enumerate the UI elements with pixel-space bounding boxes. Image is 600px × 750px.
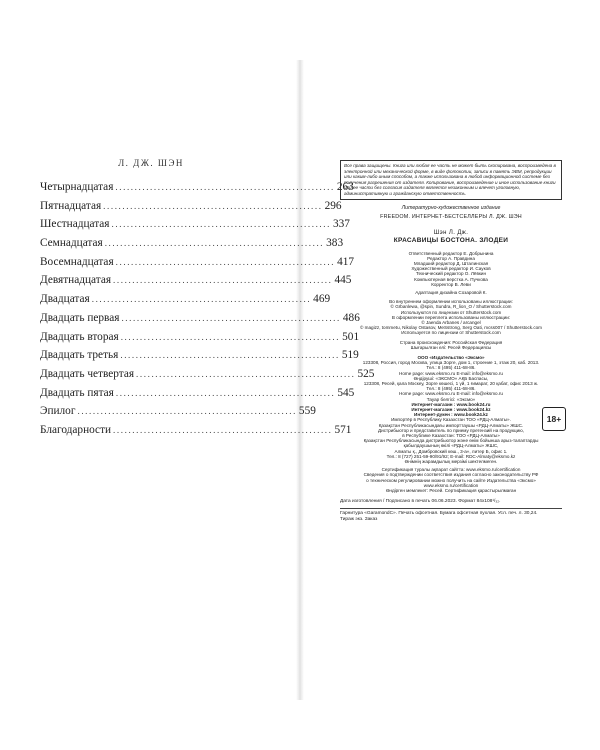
illustration-line: Используется по лицензии от Shutterstock.com <box>401 330 501 336</box>
printing-line: Тираж экз. Заказ <box>340 517 378 523</box>
toc-title: Двадцать третья <box>40 349 119 362</box>
publisher-line: Өндіруші: «ЭКСМО» АҚБ Баспасы, <box>413 375 489 381</box>
toc-entry <box>40 178 354 197</box>
illustration-line: Во внутреннем оформлении использованы иллюстрации: <box>389 299 513 305</box>
publisher-line: Home page: www.eksmo.ru E-mail: info@eksmo.ru <box>399 391 503 397</box>
toc-title: Пятнадцатая <box>40 199 102 212</box>
publisher-line: Импортёр в Республику Казахстан ТОО «РДЦ-Алматы». <box>391 417 511 423</box>
divider <box>340 508 562 509</box>
toc-leader: ......................................................... <box>77 406 297 417</box>
publisher-line: Өнімнің жарамдылық мерзімі шектелмеген. <box>404 459 498 465</box>
publisher-line: Тел.: 8 (495) 411-68-86. <box>426 386 476 392</box>
toc-leader: ......................................................... <box>113 424 333 435</box>
age-rating-badge: 18+ <box>542 407 566 431</box>
illustration-line: В оформлении переплета использованы иллюстрации: <box>391 314 511 320</box>
author-name: Шэн Л. Дж. <box>433 229 469 236</box>
toc-page-number: 525 <box>357 367 375 380</box>
toc-entry <box>40 328 360 347</box>
toc-leader: ......................................................... <box>115 387 336 398</box>
toc-entry <box>40 365 375 384</box>
toc-page-number: 486 <box>342 311 360 324</box>
toc-leader: ......................................................... <box>104 238 325 249</box>
toc-leader: ......................................................... <box>113 275 333 286</box>
toc-title: Благодарности <box>40 423 112 436</box>
design-note: Адаптация дизайна Созаровой К. <box>415 289 487 295</box>
toc-leader: ......................................................... <box>120 331 341 342</box>
credit-line: Художественный редактор И. Сауков <box>411 266 491 272</box>
cert-line: www.eksmo.ru/certification <box>423 482 479 488</box>
publisher-line: 123308, Ресей, қала Мәскеу, Зорге көшесі, 1 үй, 1 ғимарат, 20 қабат, офис 2013 ж. <box>363 381 539 387</box>
origin-line: Страна происхождения: Российская Федерация <box>399 339 503 345</box>
toc-title: Двадцатая <box>40 293 90 306</box>
publisher-line: Алматы қ., Домбровский көш., 3-а», литер Б, офис 1. <box>394 448 508 454</box>
credit-line: Младший редактор Д. Шталинская <box>413 260 489 266</box>
toc-leader: ......................................................... <box>103 200 323 211</box>
publisher-line: Қазақстан Республикасындағы импорттаушы «РДЦ-Алматы» ЖШС. <box>378 422 524 428</box>
printing-line: Дата изготовления / Подписано в печать 06.06.2023. Формат 84x108¹/₃₂. <box>340 499 501 505</box>
illustration-credits <box>340 299 562 335</box>
toc-page-number: 296 <box>324 199 342 212</box>
toc-entry <box>40 421 352 440</box>
editorial-credits <box>340 251 562 296</box>
credit-line: Технический редактор О. Лёвкин <box>415 271 487 277</box>
right-page <box>340 160 562 523</box>
toc-title: Четырнадцатая <box>40 181 114 193</box>
toc-leader: ......................................................... <box>115 182 335 192</box>
toc-leader: ......................................................... <box>120 350 340 361</box>
publisher-line: Тел.: 8 (495) 411-68-86. <box>426 365 476 371</box>
publisher-line: Home page: www.eksmo.ru E-mail: info@eksmo.ru <box>399 370 503 376</box>
genre-label: Литературно-художественное издание <box>401 204 501 211</box>
toc-leader: ......................................................... <box>115 256 336 267</box>
toc-title: Восемнадцатая <box>40 255 114 268</box>
toc-entry <box>40 309 360 328</box>
book-title: КРАСАВИЦЫ БОСТОНА. ЗЛОДЕИ <box>393 236 509 244</box>
toc-page-number: 417 <box>337 255 355 268</box>
toc-page-number: 501 <box>342 330 360 343</box>
toc-entry <box>40 215 350 234</box>
publisher-line: қабылдаушының өкілі «РДЦ-Алматы» ЖШС, <box>403 443 499 449</box>
toc-page-number: 519 <box>341 349 359 362</box>
credit-line: Корректор В. Леви <box>431 281 471 287</box>
toc-page-number: 545 <box>337 386 355 399</box>
toc-leader: ......................................................... <box>111 219 331 230</box>
toc-title: Девятнадцатая <box>40 274 112 287</box>
cert-line: Сертификация туралы ақпарат сайтта: www.eksmo.ru/certification <box>381 467 521 473</box>
toc-leader: ......................................................... <box>91 294 312 305</box>
toc-entry <box>40 402 316 421</box>
publisher-info <box>340 355 562 464</box>
toc-page-number: 559 <box>298 405 316 418</box>
table-of-contents <box>40 178 375 440</box>
publisher-line: Тел.: 8 (727) 251-59-90/91/92; E-mail: RDC-Almaty@eksmo.kz <box>386 453 516 459</box>
publisher-line: ООО «Издательство «Эксмо» <box>417 355 485 361</box>
toc-page-number: 445 <box>334 274 352 287</box>
publisher-line: Интернет-дүкен : www.book24.kz <box>414 412 488 418</box>
illustration-line: © Jaenda Arbanes / arcangel <box>421 320 481 325</box>
cert-line: Сведения о подтверждении соответствия издания согласно законодательству РФ <box>363 472 539 478</box>
origin-line: Шығарылған елі: Ресей Федерациясы <box>410 344 492 350</box>
certification-info <box>340 467 562 493</box>
publisher-line: Интернет-магазин : www.book24.ru <box>411 401 491 407</box>
cert-line: Өндірген мемлекет: Ресей. Сертификация қарастырылмаған <box>385 488 517 494</box>
publisher-line: Интернет-магазин : www.book24.kz <box>411 407 491 413</box>
series-name: FREEDOM. ИНТЕРНЕТ-БЕСТСЕЛЛЕРЫ Л. ДЖ. ШЭН <box>380 213 522 220</box>
left-page <box>40 158 375 440</box>
cert-line: о техническом регулировании можно получить на сайте Издательства «Эксмо» <box>366 477 536 483</box>
toc-title: Семнадцатая <box>40 237 103 250</box>
toc-leader: ......................................................... <box>121 312 341 323</box>
illustration-line: Используются по лицензии от Shutterstock.com <box>400 309 502 315</box>
running-header: Л. ДЖ. ШЭН <box>118 158 184 168</box>
toc-entry <box>40 290 331 309</box>
toc-title: Шестнадцатая <box>40 218 110 231</box>
toc-page-number: 263 <box>336 181 354 193</box>
toc-page-number: 469 <box>313 293 331 306</box>
toc-title: Эпилог <box>40 405 76 418</box>
toc-entry <box>40 384 355 403</box>
toc-entry <box>40 234 344 253</box>
toc-page-number: 383 <box>326 237 344 250</box>
publisher-line: Тауар белгісі: «Эксмо» <box>426 396 476 402</box>
rights-notice: Все права защищены. Книга или любая ее часть не может быть скопирована, воспроизведена в электронной или механической форме, в виде фотокопии, записи в память ЭВМ, репродукции или каким-либо иным способом, а также использована в любой информационной системе без получения разрешения от издателя. Копирование, воспроизведение и иное использование книги или ее части без согласия издателя является незаконным и влечет уголовную, административную и гражданскую ответственность. <box>340 160 562 200</box>
printing-line: Гарнитура «GaramondC». Печать офсетная. Бумага офсетная пухлая. Усл. печ. л. 30,24. <box>340 511 538 517</box>
credit-line: Редактор А. Правдина <box>427 255 475 261</box>
toc-title: Двадцать четвертая <box>40 367 135 380</box>
toc-entry <box>40 346 359 365</box>
toc-title: Двадцать вторая <box>40 330 119 343</box>
publisher-section <box>340 355 562 464</box>
publisher-line: в Республике Казахстан: ТОО «РДЦ-Алматы» <box>402 433 500 439</box>
country-of-origin <box>340 340 562 350</box>
credit-line: Ответственный редактор Е. Добрынина <box>408 250 494 256</box>
printing-details <box>340 499 562 523</box>
illustration-line: © magizz, tommetu, Nikolay Ostasov, MeSstrong, Serg Oati, mcss007 / Shutterstock.com <box>359 325 542 331</box>
publisher-line: Дистрибьютор и представитель по приему претензий на продукцию, <box>378 427 524 433</box>
publisher-line: Қазақстан Республикасында дистрибьютор және өнім бойынша арыз-талаптарды <box>363 438 539 444</box>
illustration-line: © Grbanlewa, @spin, Sundra, R_lion_O / Shutterstock.com <box>390 304 512 310</box>
credit-line: Компьютерная верстка А. Пучкова <box>414 276 488 282</box>
toc-page-number: 571 <box>334 423 352 436</box>
publisher-line: 123308, Россия, город Москва, улица Зорге, дом 1, строение 1, этаж 20, каб. 2013. <box>362 360 540 366</box>
toc-entry <box>40 253 355 272</box>
toc-entry <box>40 197 342 216</box>
toc-title: Двадцать первая <box>40 311 120 324</box>
toc-entry <box>40 271 352 290</box>
toc-title: Двадцать пятая <box>40 386 114 399</box>
toc-page-number: 337 <box>332 218 350 231</box>
toc-leader: ......................................................... <box>136 368 356 379</box>
